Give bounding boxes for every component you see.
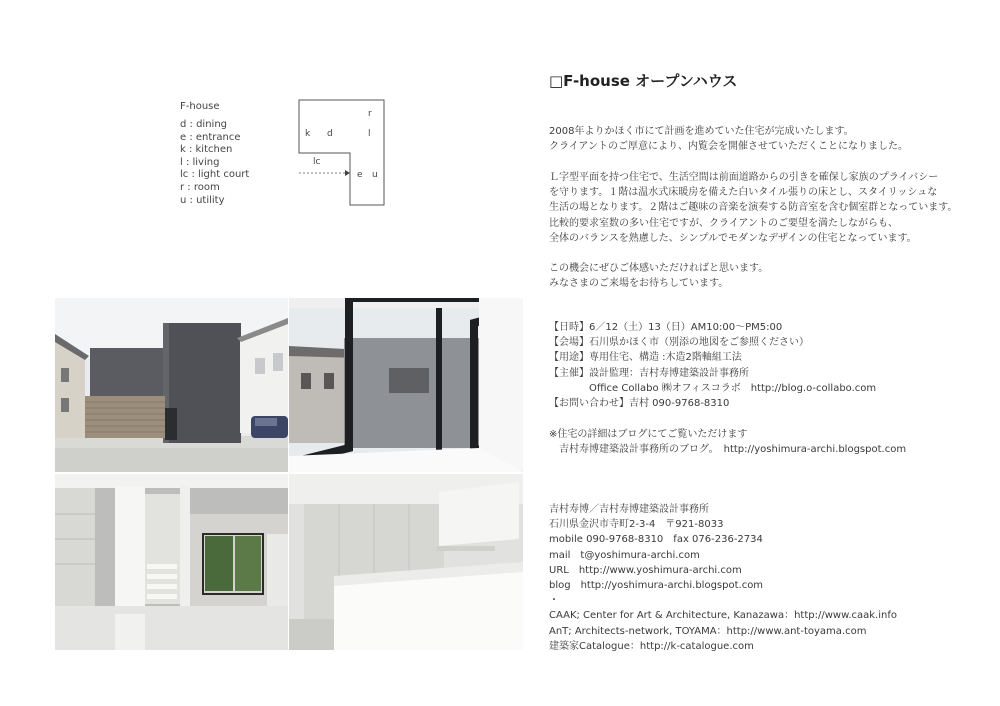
photo-exterior-facade (55, 298, 288, 472)
plan-label-d: d (327, 129, 333, 139)
detail-organizer: 【主催】設計監理：吉村寿博建築設計事務所 (549, 367, 749, 379)
page-title: □F-house オープンハウス (549, 72, 738, 90)
invite-paragraph (549, 261, 768, 291)
invite-line: この機会にぜひご体感いただければと思います。 (549, 263, 769, 274)
detail-inquiry: 【お問い合わせ】吉村 090-9768-8310 (549, 398, 730, 410)
description-line: 比較的要求室数の多い住宅ですが、クライアントのご要望を満たしながらも、 (549, 217, 898, 229)
detail-use: 【用途】専用住宅、構造 :木造2階軸組工法 (549, 352, 742, 364)
legend-item-kitchen: k : kitchen (180, 144, 233, 156)
contact-url: URL http://www.yoshimura-archi.com (549, 564, 742, 576)
description-line: を守ります。１階は温水式床暖房を備えた白いタイル張りの床とし、スタイリッシュな (549, 187, 938, 199)
photo-interior-kitchen (289, 474, 523, 650)
intro-line: クライアントのご厚意により、内覧会を開催させていただくことになりました。 (549, 141, 908, 153)
legend-item-utility: u : utility (180, 194, 225, 206)
plan-label-l: l (368, 129, 371, 139)
detail-date: 【日時】6／12（土）13（日）AM10:00〜PM5:00 (549, 322, 783, 333)
contact-phone: mobile 090-9768-8310 fax 076-236-2734 (549, 534, 763, 546)
contact-name: 吉村寿博／吉村寿博建築設計事務所 (549, 504, 709, 515)
plan-label-lc: lc (313, 157, 321, 167)
blog-note (549, 427, 906, 457)
contact-ant: AnT; Architects-network, TOYAMA：http://www.ant-toyama.com (549, 625, 867, 637)
contact-catalogue: 建築家Catalogue：http://k-catalogue.com (549, 640, 754, 652)
intro-paragraph (549, 124, 908, 154)
legend-item-living: l : living (180, 156, 220, 168)
photo-interior-window (289, 298, 523, 472)
legend-title: F-house (180, 101, 220, 112)
plan-label-u: u (372, 170, 378, 180)
plan-label-r: r (368, 109, 372, 119)
contact-blog: blog http://yoshimura-archi.blogspot.com (549, 580, 764, 592)
contact-mail: mail t@yoshimura-archi.com (549, 549, 700, 561)
legend-item-light-court: lc : light court (180, 169, 250, 181)
note-line: 吉村寿博建築設計事務所のブログ。 http://yoshimura-archi.blogspot.com (549, 444, 907, 456)
intro-line: 2008年よりかほく市にて計画を進めていた住宅が完成いたします。 (549, 126, 854, 137)
plan-label-e: e (357, 170, 363, 180)
plan-arrow (345, 170, 350, 176)
description-line: 生活の場となります。２階はご趣味の音楽を演奏する防音室を含む個室群となっています。 (549, 202, 958, 214)
description-paragraph (549, 170, 957, 246)
legend-item-dining: d : dining (180, 119, 228, 130)
contact-block (549, 502, 897, 654)
photo-interior-living (55, 474, 288, 650)
legend-item-room: r : room (180, 181, 220, 193)
legend-list (180, 119, 249, 207)
description-line: 全体のバランスを熟慮した、シンプルでモダンなデザインの住宅となっています。 (549, 232, 917, 244)
contact-address: 石川県金沢市寺町2-3-4 〒921-8033 (549, 519, 724, 531)
legend-item-entrance: e : entrance (180, 131, 241, 143)
note-line: ※住宅の詳細はブログにてご覧いただけます (549, 429, 748, 440)
invite-line: みなさまのご来場をお待ちしています。 (549, 278, 729, 290)
event-details (549, 320, 876, 411)
plan-label-k: k (305, 129, 311, 139)
contact-separator: ・ (549, 595, 559, 607)
detail-venue: 【会場】石川県かほく市（別添の地図をご参照ください） (549, 337, 809, 349)
contact-caak: CAAK; Center for Art & Architecture, Kanazawa：http://www.caak.info (549, 610, 897, 622)
floor-plan-diagram (295, 98, 390, 208)
detail-organizer-2: Office Collabo ㈱オフィスコラボ http://blog.o-collabo.com (549, 382, 877, 394)
description-line: Ｌ字型平面を持つ住宅で、生活空間は前面道路からの引きを確保し家族のプライバシー (549, 172, 939, 183)
